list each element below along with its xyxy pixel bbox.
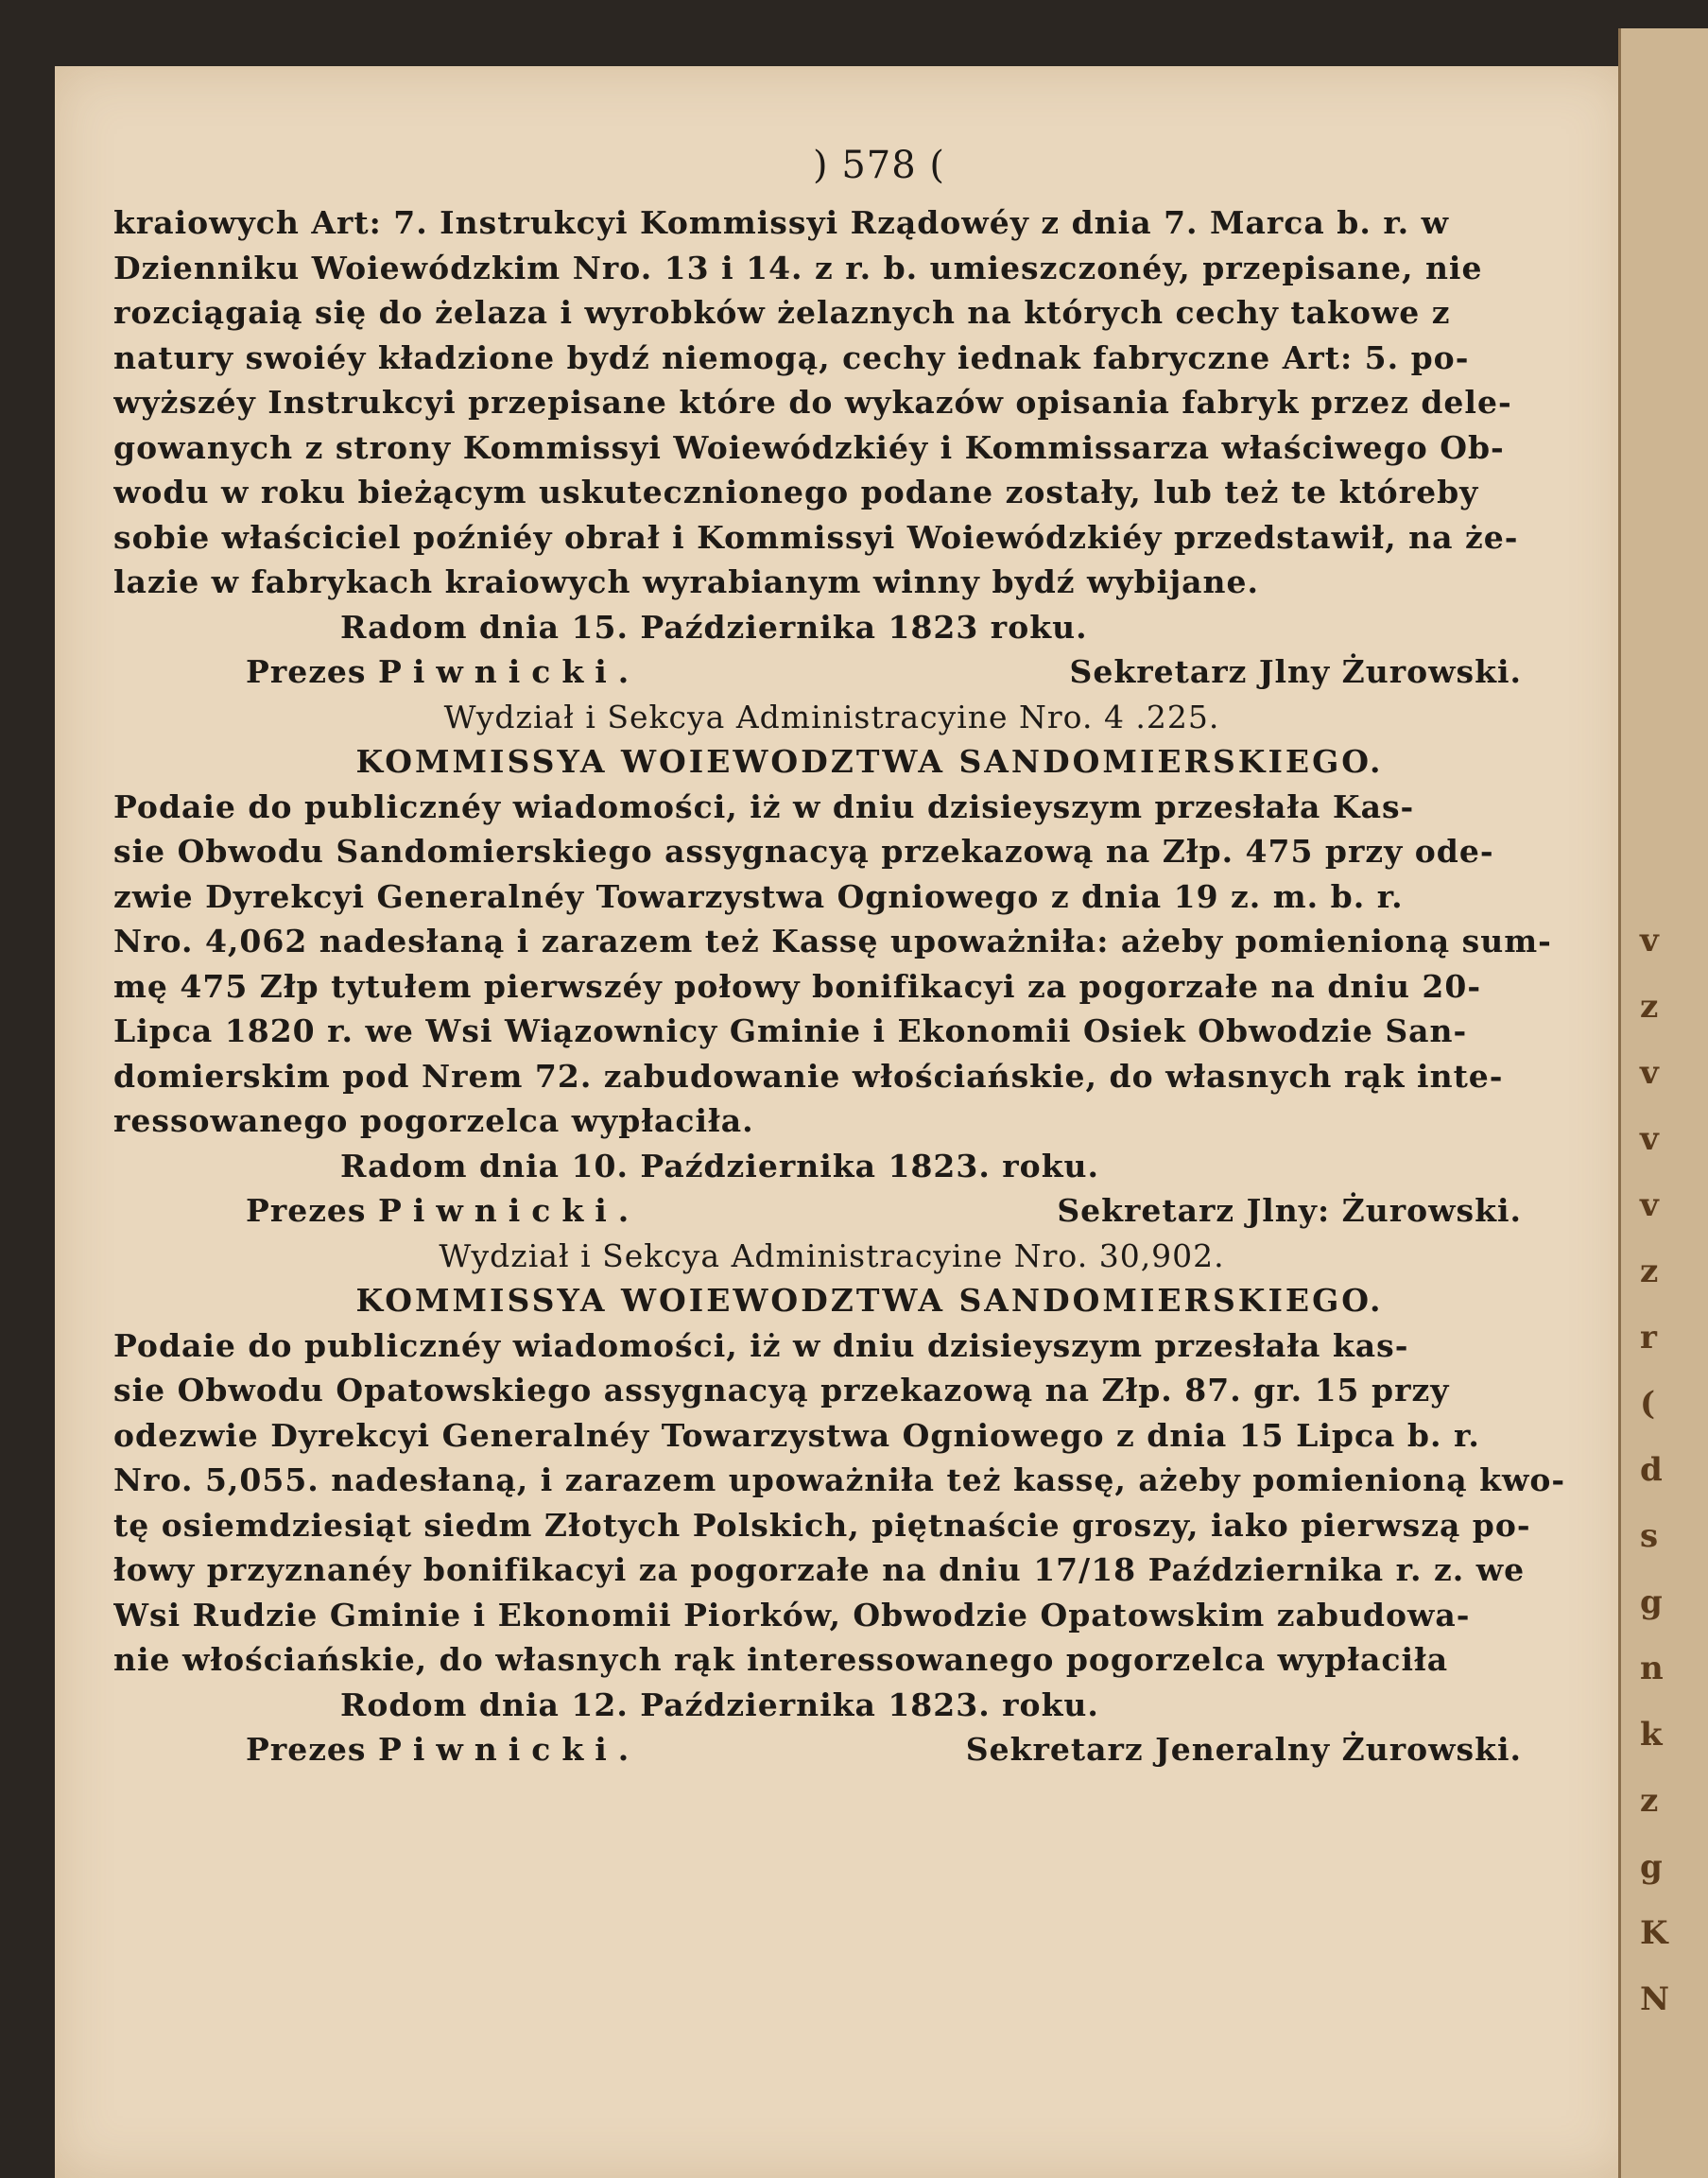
secretary-signature: Sekretarz Jeneralny Żurowski. <box>965 1731 1522 1768</box>
text-line: gowanych z strony Kommissyi Woiewódzkiéy i Kommissarza właściwego Ob- <box>113 428 1505 466</box>
adjacent-page-letters <box>1640 908 1697 2032</box>
spine-letter: z <box>1640 1253 1659 1290</box>
notice-heading-2: KOMMISSYA WOIEWODZTWA SANDOMIERSKIEGO. <box>355 743 1384 780</box>
spine-letter: ( <box>1640 1385 1656 1423</box>
dateline-2: Radom dnia 10. Października 1823. roku. <box>340 1147 1100 1184</box>
text-line: kraiowych Art: 7. Instrukcyi Kommissyi Rządowéy z dnia 7. Marca b. r. w <box>113 204 1450 241</box>
text-line: sie Obwodu Sandomierskiego assygnacyą przekazową na Złp. 475 przy ode- <box>113 833 1494 870</box>
spine-letter: K <box>1640 1914 1668 1952</box>
text-line: zwie Dyrekcyi Generalnéy Towarzystwa Ogniowego z dnia 19 z. m. b. r. <box>113 877 1404 915</box>
signature-line-1 <box>113 649 1607 695</box>
text-line: sie Obwodu Opatowskiego assygnacyą przekazową na Złp. 87. gr. 15 przy <box>113 1372 1450 1409</box>
text-line: łowy przyznanéy bonifikacyi za pogorzałe na dniu 17/18 Października r. z. we <box>113 1551 1526 1588</box>
text-line: natury swoiéy kładzione bydź niemogą, cechy iednak fabryczne Art: 5. po- <box>113 338 1470 376</box>
president-signature <box>246 649 640 695</box>
page-number: ) 578 ( <box>813 144 945 187</box>
text-line: Podaie do publicznéy wiadomości, iż w dniu dzisieyszym przesłała kas- <box>113 1326 1409 1364</box>
president-name: Piwnicki. <box>378 1192 641 1229</box>
notice-paragraph-3 <box>113 1323 1607 1683</box>
spine-letter: z <box>1640 988 1659 1026</box>
president-signature <box>246 1727 640 1772</box>
text-line: rozciągaią się do żelaza i wyrobków żelaznych na których cechy takowe z <box>113 294 1451 331</box>
text-line: mę 475 Złp tytułem pierwszéy połowy bonifikacyi za pogorzałe na dniu 20- <box>113 967 1482 1005</box>
secretary-signature: Sekretarz Jlny Żurowski. <box>1069 653 1522 690</box>
text-line: sobie właściciel poźniéy obrał i Kommissyi Woiewódzkiéy przedstawił, na że- <box>113 518 1519 556</box>
signature-line-2 <box>113 1188 1607 1234</box>
department-line-3: Wydział i Sekcya Administracyine Nro. 30,902. <box>439 1236 1225 1274</box>
spine-letter: v <box>1640 1054 1659 1092</box>
text-line: Nro. 5,055. nadesłaną, i zarazem upoważniła też kassę, ażeby pomienioną kwo- <box>113 1461 1566 1498</box>
spine-letter: s <box>1640 1517 1659 1555</box>
adjacent-page-edge <box>1618 28 1708 2178</box>
text-line: Dzienniku Woiewódzkim Nro. 13 i 14. z r. b. umieszczonéy, przepisane, nie <box>113 249 1483 286</box>
spine-letter: g <box>1640 1583 1663 1621</box>
president-name: Piwnicki. <box>378 653 641 690</box>
dateline-3: Rodom dnia 12. Października 1823. roku. <box>340 1685 1099 1723</box>
spine-letter: d <box>1640 1451 1663 1489</box>
spine-letter: N <box>1640 1980 1670 2018</box>
text-line: Lipca 1820 r. we Wsi Wiązownicy Gminie i Ekonomii Osiek Obwodzie San- <box>113 1012 1468 1049</box>
signature-line-3 <box>113 1727 1607 1772</box>
text-line: Wsi Rudzie Gminie i Ekonomii Piorków, Obwodzie Opatowskim zabudowa- <box>113 1596 1471 1634</box>
notice-paragraph-2 <box>113 785 1607 1144</box>
spine-letter: z <box>1640 1782 1659 1820</box>
notice-heading-3: KOMMISSYA WOIEWODZTWA SANDOMIERSKIEGO. <box>355 1282 1384 1319</box>
text-line: Nro. 4,062 nadesłaną i zarazem też Kassę upoważniła: ażeby pomienioną sum- <box>113 923 1552 959</box>
text-line: wyższéy Instrukcyi przepisane które do wykazów opisania fabryk przez dele- <box>113 384 1512 421</box>
document-text <box>113 142 1607 1772</box>
president-title: Prezes <box>246 1731 367 1768</box>
text-line: Podaie do publicznéy wiadomości, iż w dniu dzisieyszym przesłała Kas- <box>113 787 1415 825</box>
president-signature <box>246 1188 640 1234</box>
spine-letter: r <box>1640 1319 1657 1357</box>
president-title: Prezes <box>246 653 367 690</box>
text-line: wodu w roku bieżącym uskutecznionego podane zostały, lub też te któreby <box>113 474 1479 510</box>
top-paragraph <box>113 200 1607 605</box>
spine-letter: k <box>1640 1716 1663 1754</box>
text-line: odezwie Dyrekcyi Generalnéy Towarzystwa Ogniowego z dnia 15 Lipca b. r. <box>113 1416 1480 1454</box>
department-line-2: Wydział i Sekcya Administracyine Nro. 4 .225. <box>443 698 1220 735</box>
dateline-1: Radom dnia 15. Października 1823 roku. <box>340 608 1088 646</box>
spine-letter: v <box>1640 1120 1659 1158</box>
president-title: Prezes <box>246 1192 367 1229</box>
text-line: nie włościańskie, do własnych rąk interessowanego pogorzelca wypłaciła <box>113 1641 1449 1678</box>
text-line: ressowanego pogorzelca wypłaciła. <box>113 1102 754 1139</box>
secretary-signature: Sekretarz Jlny: Żurowski. <box>1057 1192 1522 1229</box>
text-line: domierskim pod Nrem 72. zabudowanie włościańskie, do własnych rąk inte- <box>113 1057 1504 1095</box>
text-line: lazie w fabrykach kraiowych wyrabianym winny bydź wybijane. <box>113 563 1260 600</box>
spine-letter: v <box>1640 922 1659 959</box>
spine-letter: n <box>1640 1650 1664 1687</box>
spine-letter: g <box>1640 1848 1663 1886</box>
text-line: tę osiemdziesiąt siedm Złotych Polskich, piętnaście groszy, iako pierwszą po- <box>113 1506 1531 1544</box>
president-name: Piwnicki. <box>378 1731 641 1768</box>
spine-letter: v <box>1640 1186 1659 1224</box>
